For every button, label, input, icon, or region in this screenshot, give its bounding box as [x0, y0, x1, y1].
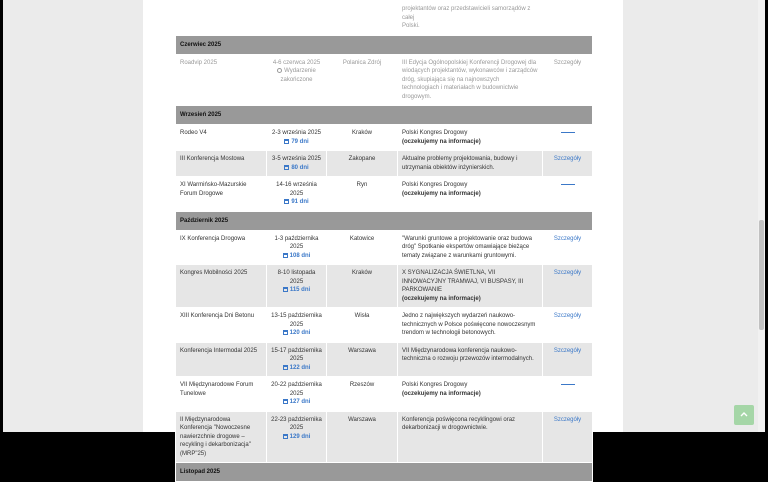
event-description: Jedno z największych wydarzeń naukowo-technicznych w Polsce poświęcone nowoczesnym trendom w technologii betonowych. — [398, 308, 543, 343]
table-row — [176, 54, 593, 106]
table-row — [176, 265, 593, 308]
no-details-dash — [561, 384, 575, 385]
days-remaining: 108 dni — [289, 252, 311, 259]
event-name: Roadvip 2025 — [176, 54, 267, 106]
event-place: Zakopane — [327, 151, 398, 177]
no-details-dash — [561, 184, 575, 185]
days-remaining: 129 dni — [289, 433, 311, 440]
event-description: VII Międzynarodowa konferencja naukowo-techniczna o rozwoju przewozów intermodalnych. — [398, 342, 543, 377]
days-remaining: 115 dni — [289, 287, 311, 293]
events-table — [175, 0, 593, 482]
event-status: Wydarzenie zakończone — [280, 68, 316, 83]
event-date: 22-23 października 2025 — [271, 416, 322, 431]
table-row — [176, 177, 593, 212]
month-header: Listopad 2025 — [176, 463, 593, 482]
event-place: Katowice — [327, 230, 398, 265]
details-link[interactable]: Szczegóły — [543, 308, 593, 343]
event-description: projektantów oraz przedstawicieli samorządów z całej Polski. — [398, 1, 543, 36]
page-content — [143, 0, 623, 475]
event-name: XIII Konferencja Dni Betonu — [176, 308, 267, 343]
event-place: Kraków — [327, 265, 398, 308]
event-note: (oczekujemy na informacje) — [402, 295, 481, 302]
event-description: Polski Kongres Drogowy — [402, 382, 468, 388]
no-details-dash — [561, 132, 575, 133]
table-row — [176, 1, 593, 36]
event-date: 4-6 czerwca 2025 — [272, 59, 321, 66]
event-description: "Warunki gruntowe a projektowanie oraz budowa dróg" Spotkanie ekspertów omawiające bieżące tematy związane z warunkami gruntowymi. — [398, 230, 543, 265]
event-name: XI Warmińsko-Mazurskie Forum Drogowe — [176, 177, 267, 212]
event-description: Polski Kongres Drogowy — [402, 130, 468, 136]
table-row — [176, 151, 593, 177]
event-note: (oczekujemy na informacje) — [402, 390, 481, 397]
days-remaining: 122 dni — [289, 364, 311, 371]
details-link[interactable]: Szczegóły — [543, 265, 593, 308]
event-place: Rzeszów — [327, 377, 398, 412]
month-header: Październik 2025 — [176, 211, 593, 230]
browser-viewport — [3, 0, 765, 475]
event-name: III Konferencja Mostowa — [176, 151, 267, 177]
days-remaining: 91 dni — [291, 199, 309, 205]
clock-icon — [277, 68, 282, 73]
calendar-icon — [284, 165, 289, 170]
table-row — [176, 377, 593, 412]
month-header: Wrzesień 2025 — [176, 106, 593, 125]
event-name: VII Międzynarodowe Forum Tunelowe — [176, 377, 267, 412]
details-link[interactable]: Szczegóły — [543, 151, 593, 177]
calendar-icon — [283, 365, 288, 370]
event-date: 8-10 listopada 2025 — [277, 270, 316, 285]
event-date: 13-15 października 2025 — [271, 313, 322, 328]
event-description: Konferencja poświęcona recyklingowi oraz dekarbonizacji w drogownictwie. — [398, 411, 543, 463]
event-note: (oczekujemy na informacje) — [402, 138, 481, 145]
table-row — [176, 125, 593, 151]
event-place: Polanica Zdrój — [327, 54, 398, 106]
event-date: 1-3 października 2025 — [274, 235, 319, 250]
days-remaining: 120 dni — [289, 330, 311, 336]
event-description: X SYGNALIZACJA ŚWIETLNA, VII INNOWACYJNY TRAMWAJ, VI BUSPASY, III PARKOWANIE — [402, 270, 524, 293]
event-date: 15-17 października 2025 — [271, 347, 322, 362]
page-scrollbar[interactable] — [758, 0, 765, 432]
details-link[interactable]: Szczegóły — [543, 342, 593, 377]
month-header: Czerwiec 2025 — [176, 35, 593, 54]
days-remaining: 127 dni — [289, 399, 311, 405]
calendar-icon — [283, 434, 288, 439]
details-link[interactable]: Szczegóły — [543, 411, 593, 463]
event-place: Wisła — [327, 308, 398, 343]
event-place: Kraków — [327, 125, 398, 151]
event-note: (oczekujemy na informacje) — [402, 190, 481, 197]
calendar-icon — [284, 139, 289, 144]
calendar-icon — [283, 287, 288, 292]
table-row — [176, 308, 593, 343]
event-name: IX Konferencja Drogowa — [176, 230, 267, 265]
event-date: 3-5 września 2025 — [271, 156, 322, 162]
event-place: Ryn — [327, 177, 398, 212]
days-remaining: 79 dni — [291, 138, 309, 145]
details-link[interactable]: Szczegóły — [543, 230, 593, 265]
event-description: Aktualne problemy projektowania, budowy i utrzymania obiektów inżynierskich. — [398, 151, 543, 177]
chevron-up-icon — [740, 411, 748, 417]
calendar-icon — [283, 399, 288, 404]
table-row — [176, 230, 593, 265]
event-name: Konferencja Intermodal 2025 — [176, 342, 267, 377]
event-name: II Międzynarodowa Konferencja "Nowoczesne nawierzchnie drogowe – recykling i dekarbonizacja" (MRP"25) — [176, 411, 267, 463]
back-to-top-button[interactable] — [734, 405, 754, 425]
event-place: Warszawa — [327, 342, 398, 377]
event-description: III Edycja Ogólnopolskiej Konferencji Drogowej dla wiodących projektantów, wykonawców i zarządców dróg, skupiająca się na najnowszych technologiach i materiałach w budownictwie drogowym. — [398, 54, 543, 106]
event-description: Polski Kongres Drogowy — [402, 182, 468, 188]
calendar-icon — [283, 330, 288, 335]
event-name: Kongres Mobilności 2025 — [176, 265, 267, 308]
days-remaining: 80 dni — [291, 164, 309, 171]
event-date: 14-16 września 2025 — [276, 182, 317, 197]
table-row — [176, 342, 593, 377]
event-place: Warszawa — [327, 411, 398, 463]
event-date: 20-22 października 2025 — [271, 382, 322, 397]
details-link[interactable]: Szczegóły — [543, 54, 593, 106]
calendar-icon — [283, 253, 288, 258]
event-name: Rodeo V4 — [176, 125, 267, 151]
table-row — [176, 411, 593, 463]
event-date: 2-3 września 2025 — [271, 130, 322, 136]
calendar-icon — [284, 199, 289, 204]
scrollbar-thumb[interactable] — [759, 220, 764, 330]
